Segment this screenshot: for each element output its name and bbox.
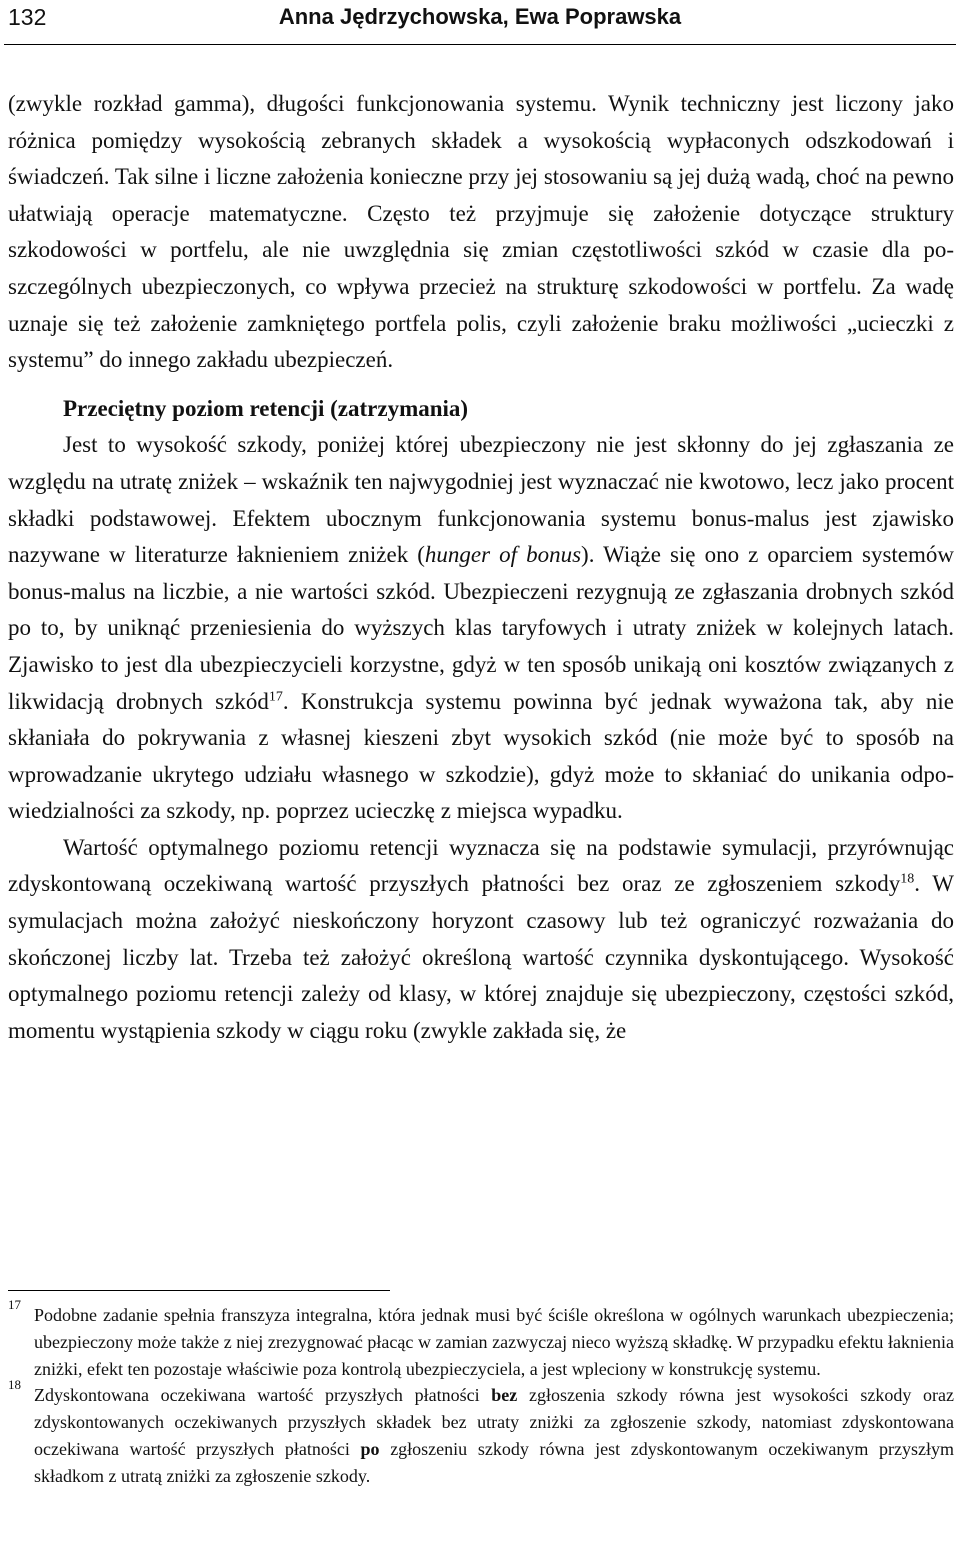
paragraph-3 (8, 830, 954, 1050)
running-head: Anna Jędrzychowska, Ewa Poprawska (278, 4, 682, 29)
footnote-18-part1: Zdyskontowana oczekiwana wartość przyszłych płatności (34, 1385, 492, 1406)
footnote-18-number: 18 (8, 1377, 21, 1393)
paragraph-1 (8, 86, 954, 379)
footnote-separator (8, 1290, 390, 1291)
main-text (8, 86, 954, 1049)
paragraph-3-part2: . W symulacjach można założyć nieskończony horyzont czasowy lub też ograniczyć rozważania do skończonej liczby lat. Trzeba też założyć określoną wartość czynnika dyskontującego. Wysokość optymalnego poziomu retencji zależy od klasy, w której znajduje się ubezpieczony, częstości szkód, momentu wystąpienia szkody w ciągu roku (zwykle zakłada się, że (8, 871, 954, 1043)
page-header (0, 0, 960, 46)
section-heading: Przeciętny poziom retencji (zatrzymania) (63, 395, 469, 421)
paragraph-1-text: (zwykle rozkład gamma), długości funkcjonowania systemu. Wynik techniczny jest liczony jako różnica pomiędzy wysokością zebranych składek a wysokością wypłaconych odszkodowań i świadczeń. Tak silne i liczne założenia konieczne przy jej stosowaniu są jej dużą wadą, choć na pewno ułatwiają operacje matematyczne. Często też przyjmuje się założenie dotyczące struktury szkodowości w portfelu, ale nie uwzględnia się zmian częstotliwości szkód w czasie dla poszczególnych ubezpieczonych, co wpływa przecież na strukturę szkodowości w portfelu. Za wadę uznaje się też założenie zamkniętego portfela polis, czyli założenie braku możliwości „ucieczki z systemu” do innego zakładu ubezpieczeń. (8, 91, 954, 373)
paragraph-2-part3: . Konstrukcja systemu powinna być jednak wyważona tak, aby nie skłaniała do pokrywania z własnej kieszeni zbyt wysokich szkód (nie może być to sposób na wprowadzanie ukrytego udziału własnego w szkodzie), gdyż może to skłaniać do unikania odpowiedzialności za szkody, np. poprzez ucieczkę z miejsca wypadku. (8, 688, 954, 824)
footnote-17-text: Podobne zadanie spełnia franszyza integralna, która jednak musi być ściśle określona w ogólnych warunkach ubezpieczenia; ubezpieczony może także z niej zrezygnować płacąc w zamian zazwyczaj nieco wyższą składkę. W przypadku efektu łaknienia zniżki, efekt ten pozostaje właściwie poza kontrolą ubezpieczyciela, a jest wpleciony w konstrukcję systemu. (34, 1305, 954, 1379)
footnotes (8, 1297, 955, 1490)
footnote-17 (8, 1297, 954, 1382)
page-number: 132 (8, 4, 47, 30)
footnote-18-part2: zgłoszenia szkody równa jest wysokości szkody oraz zdyskontowanych oczekiwanych przyszłych składek bez utraty zniżki za zgłoszenie szkody, natomiast zdyskontowana oczekiwana wartość przyszłych płatności (34, 1385, 955, 1459)
footnote-ref-18[interactable]: 18 (900, 871, 915, 887)
paragraph-2-part1: Jest to wysokość szkody, poniżej której ubezpieczony nie jest skłonny do jej zgłaszania ze względu na utratę zniżek – wskaźnik ten najwygodniej jest wyznaczać nie kwotowo, lecz jako procent składki podstawowej. Efektem ubocznym funkcjonowania systemu bonus-malus jest zjawisko nazywane w literaturze łaknieniem zniżek ( (8, 432, 954, 568)
footnote-18 (8, 1377, 955, 1489)
footnote-17-number: 17 (8, 1297, 21, 1312)
footnote-ref-17[interactable]: 17 (268, 688, 283, 704)
footnote-18-bold-po: po (360, 1438, 380, 1459)
paragraph-2-italic-term: hunger of bonus (424, 542, 582, 568)
footnote-18-bold-bez: bez (491, 1385, 518, 1406)
paragraph-2-part2: ). Wiąże się ono z oparciem systemów bonus-malus na liczbie, a nie wartości szkód. Ubezpieczeni rezygnują ze zgłaszania drobnych szkód po to, by uniknąć przeniesienia do wyższych klas taryfowych i utraty zniżek w kolejnych latach. Zjawisko to jest dla ubezpieczycieli korzystne, gdyż w ten sposób unikają oni kosztów związanych z likwidacją drobnych szkód (8, 542, 955, 714)
header-rule (4, 44, 956, 45)
paragraph-3-part1: Wartość optymalnego poziomu retencji wyznacza się na podstawie symulacji, przyrównując zdyskontowaną oczekiwaną wartość przyszłych płatności bez oraz ze zgłoszeniem szkody (8, 834, 954, 897)
paragraph-2 (8, 427, 954, 830)
footnote-18-part3: zgłoszeniu szkody równa jest zdyskontowanym oczekiwanym przyszłym składkom z utratą zniżki za zgłoszenie szkody. (34, 1438, 954, 1486)
